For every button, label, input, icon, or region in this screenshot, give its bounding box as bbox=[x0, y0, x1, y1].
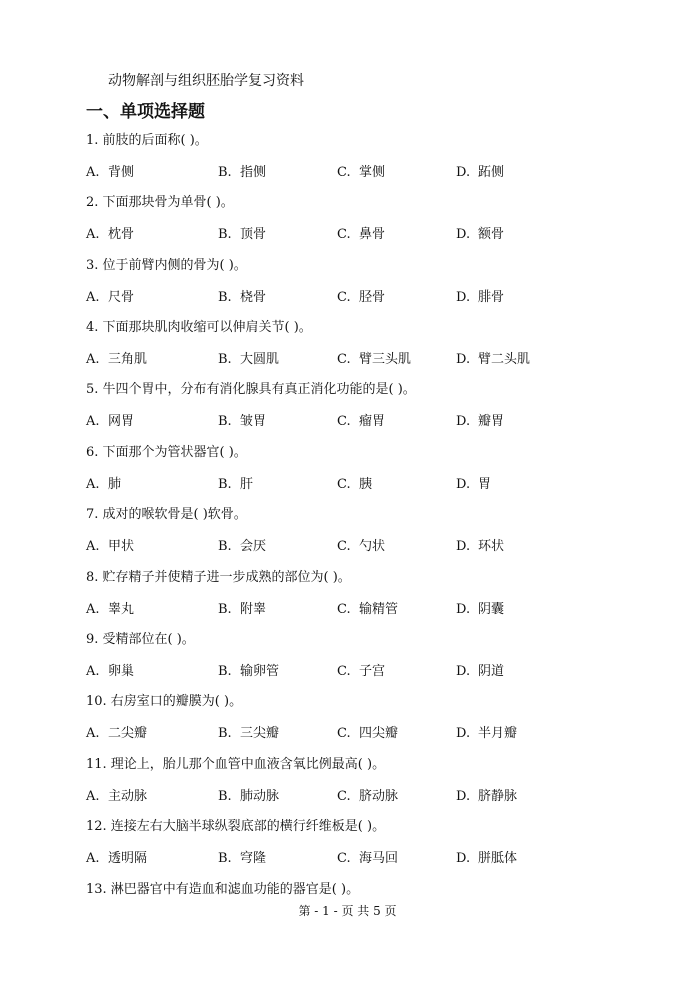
option-letter: A. bbox=[86, 165, 100, 180]
option-letter: A. bbox=[86, 352, 100, 367]
option bbox=[218, 722, 279, 741]
option-text: 会厌 bbox=[240, 539, 267, 554]
option-letter: C. bbox=[337, 726, 351, 741]
option bbox=[456, 722, 517, 741]
option-text: 半月瓣 bbox=[478, 726, 518, 741]
option-text: 臂二头肌 bbox=[478, 352, 531, 367]
option bbox=[218, 535, 266, 554]
option bbox=[337, 785, 398, 804]
option-text: 透明隔 bbox=[108, 851, 148, 866]
option-letter: B. bbox=[218, 789, 232, 804]
option-letter: D. bbox=[456, 227, 471, 242]
option-letter: C. bbox=[337, 664, 351, 679]
option-text: 睾丸 bbox=[108, 602, 135, 617]
option-text: 三尖瓣 bbox=[240, 726, 280, 741]
option-letter: B. bbox=[218, 414, 232, 429]
option-text: 跖侧 bbox=[478, 165, 505, 180]
options-row bbox=[86, 847, 626, 865]
option-letter: B. bbox=[218, 290, 232, 305]
option-letter: D. bbox=[456, 789, 471, 804]
option-text: 肝 bbox=[240, 477, 254, 492]
option-letter: B. bbox=[218, 602, 232, 617]
option bbox=[86, 847, 147, 866]
option bbox=[456, 598, 504, 617]
option bbox=[456, 286, 504, 305]
option-text: 二尖瓣 bbox=[108, 726, 148, 741]
option-letter: D. bbox=[456, 477, 471, 492]
option bbox=[86, 722, 147, 741]
option-text: 瓣胃 bbox=[478, 414, 505, 429]
option-letter: D. bbox=[456, 664, 471, 679]
option-letter: C. bbox=[337, 851, 351, 866]
option-letter: C. bbox=[337, 352, 351, 367]
option-text: 阴囊 bbox=[478, 602, 505, 617]
option-text: 胫骨 bbox=[359, 290, 386, 305]
options-row bbox=[86, 161, 626, 179]
option bbox=[218, 348, 279, 367]
option-text: 脐静脉 bbox=[478, 789, 518, 804]
option bbox=[337, 410, 385, 429]
option bbox=[337, 348, 411, 367]
option-text: 网胃 bbox=[108, 414, 135, 429]
option-text: 输精管 bbox=[359, 602, 399, 617]
question-text: 12. 连接左右大脑半球纵裂底部的横行纤维板是( )。 bbox=[86, 819, 386, 834]
options-row bbox=[86, 410, 626, 428]
option-letter: D. bbox=[456, 414, 471, 429]
option-text: 顶骨 bbox=[240, 227, 267, 242]
option-text: 输卵管 bbox=[240, 664, 280, 679]
question-text: 1. 前肢的后面称( )。 bbox=[86, 133, 208, 148]
option-letter: B. bbox=[218, 539, 232, 554]
question-text: 2. 下面那块骨为单骨( )。 bbox=[86, 195, 234, 210]
option-letter: A. bbox=[86, 414, 100, 429]
page-footer: 第 - 1 - 页 共 5 页 bbox=[298, 904, 397, 918]
option-letter: A. bbox=[86, 539, 100, 554]
option-text: 四尖瓣 bbox=[359, 726, 399, 741]
option bbox=[218, 286, 266, 305]
question-text: 5. 牛四个胃中，分布有消化腺具有真正消化功能的是( )。 bbox=[86, 382, 416, 397]
option-letter: D. bbox=[456, 851, 471, 866]
option-letter: C. bbox=[337, 789, 351, 804]
option bbox=[456, 223, 504, 242]
options-row bbox=[86, 598, 626, 616]
option-letter: A. bbox=[86, 477, 100, 492]
option bbox=[456, 535, 504, 554]
question-text: 4. 下面那块肌肉收缩可以伸肩关节( )。 bbox=[86, 320, 312, 335]
option-letter: C. bbox=[337, 539, 351, 554]
option bbox=[456, 785, 517, 804]
option-text: 背侧 bbox=[108, 165, 135, 180]
option bbox=[456, 348, 530, 367]
option-letter: D. bbox=[456, 539, 471, 554]
option bbox=[218, 785, 279, 804]
options-row bbox=[86, 348, 626, 366]
option bbox=[456, 847, 517, 866]
option bbox=[86, 286, 134, 305]
option bbox=[456, 660, 504, 679]
option-letter: D. bbox=[456, 726, 471, 741]
section-heading: 一、单项选择题 bbox=[86, 102, 205, 122]
option-letter: C. bbox=[337, 290, 351, 305]
options-row bbox=[86, 722, 626, 740]
option bbox=[218, 847, 266, 866]
option-text: 尺骨 bbox=[108, 290, 135, 305]
option-letter: C. bbox=[337, 165, 351, 180]
option-text: 胰 bbox=[359, 477, 373, 492]
option-text: 大圆肌 bbox=[240, 352, 280, 367]
option-text: 掌侧 bbox=[359, 165, 386, 180]
option-letter: C. bbox=[337, 602, 351, 617]
option-text: 皱胃 bbox=[240, 414, 267, 429]
option-text: 附睾 bbox=[240, 602, 267, 617]
option-text: 臂三头肌 bbox=[359, 352, 412, 367]
option bbox=[218, 598, 266, 617]
question-text: 13. 淋巴器官中有造血和滤血功能的器官是( )。 bbox=[86, 882, 360, 897]
option bbox=[337, 598, 398, 617]
option-text: 穹隆 bbox=[240, 851, 267, 866]
options-row bbox=[86, 785, 626, 803]
option-text: 指侧 bbox=[240, 165, 267, 180]
option-letter: C. bbox=[337, 227, 351, 242]
options-row bbox=[86, 535, 626, 553]
option-text: 海马回 bbox=[359, 851, 399, 866]
option-text: 瘤胃 bbox=[359, 414, 386, 429]
question-text: 7. 成对的喉软骨是( )软骨。 bbox=[86, 507, 247, 522]
option-text: 环状 bbox=[478, 539, 505, 554]
option-letter: B. bbox=[218, 165, 232, 180]
option-letter: D. bbox=[456, 165, 471, 180]
option-letter: C. bbox=[337, 477, 351, 492]
option bbox=[218, 161, 266, 180]
option-text: 主动脉 bbox=[108, 789, 148, 804]
option-letter: B. bbox=[218, 664, 232, 679]
option bbox=[337, 473, 372, 492]
document-title: 动物解剖与组织胚胎学复习资料 bbox=[108, 73, 304, 89]
option-text: 枕骨 bbox=[108, 227, 135, 242]
option bbox=[86, 598, 134, 617]
option bbox=[337, 223, 385, 242]
option-letter: B. bbox=[218, 851, 232, 866]
option bbox=[456, 473, 491, 492]
option-text: 肺 bbox=[108, 477, 122, 492]
option-letter: A. bbox=[86, 664, 100, 679]
option bbox=[218, 473, 253, 492]
option-text: 鼻骨 bbox=[359, 227, 386, 242]
option bbox=[86, 410, 134, 429]
option-letter: A. bbox=[86, 602, 100, 617]
option-letter: B. bbox=[218, 227, 232, 242]
option bbox=[337, 847, 398, 866]
option bbox=[86, 785, 147, 804]
question-text: 8. 贮存精子并使精子进一步成熟的部位为( )。 bbox=[86, 570, 351, 585]
option-text: 勺状 bbox=[359, 539, 386, 554]
option bbox=[86, 161, 134, 180]
option-letter: D. bbox=[456, 602, 471, 617]
option-letter: B. bbox=[218, 477, 232, 492]
option bbox=[337, 535, 385, 554]
option bbox=[86, 660, 134, 679]
option-text: 腓骨 bbox=[478, 290, 505, 305]
option-text: 三角肌 bbox=[108, 352, 148, 367]
option bbox=[337, 722, 398, 741]
option bbox=[337, 161, 385, 180]
option bbox=[218, 410, 266, 429]
option bbox=[337, 286, 385, 305]
option-text: 额骨 bbox=[478, 227, 505, 242]
option-text: 胼胝体 bbox=[478, 851, 518, 866]
option bbox=[456, 410, 504, 429]
option-text: 肺动脉 bbox=[240, 789, 280, 804]
question-text: 11. 理论上，胎儿那个血管中血液含氧比例最高( )。 bbox=[86, 757, 386, 772]
option bbox=[86, 535, 134, 554]
option-letter: A. bbox=[86, 227, 100, 242]
option-text: 桡骨 bbox=[240, 290, 267, 305]
options-row bbox=[86, 286, 626, 304]
option-letter: B. bbox=[218, 726, 232, 741]
option-text: 甲状 bbox=[108, 539, 135, 554]
option bbox=[86, 223, 134, 242]
question-text: 10. 右房室口的瓣膜为( )。 bbox=[86, 694, 243, 709]
option-text: 胃 bbox=[478, 477, 492, 492]
options-row bbox=[86, 660, 626, 678]
option-letter: A. bbox=[86, 851, 100, 866]
options-row bbox=[86, 223, 626, 241]
option-text: 卵巢 bbox=[108, 664, 135, 679]
option bbox=[86, 348, 147, 367]
option-text: 阴道 bbox=[478, 664, 505, 679]
option-letter: B. bbox=[218, 352, 232, 367]
option bbox=[86, 473, 121, 492]
option bbox=[456, 161, 504, 180]
option-letter: D. bbox=[456, 290, 471, 305]
option-text: 脐动脉 bbox=[359, 789, 399, 804]
question-text: 9. 受精部位在( )。 bbox=[86, 632, 195, 647]
option-text: 子宫 bbox=[359, 664, 386, 679]
option-letter: A. bbox=[86, 290, 100, 305]
option bbox=[337, 660, 385, 679]
option-letter: A. bbox=[86, 789, 100, 804]
option-letter: D. bbox=[456, 352, 471, 367]
option bbox=[218, 223, 266, 242]
question-text: 3. 位于前臂内侧的骨为( )。 bbox=[86, 258, 247, 273]
option bbox=[218, 660, 279, 679]
option-letter: C. bbox=[337, 414, 351, 429]
question-text: 6. 下面那个为管状器官( )。 bbox=[86, 445, 247, 460]
options-row bbox=[86, 473, 626, 491]
option-letter: A. bbox=[86, 726, 100, 741]
